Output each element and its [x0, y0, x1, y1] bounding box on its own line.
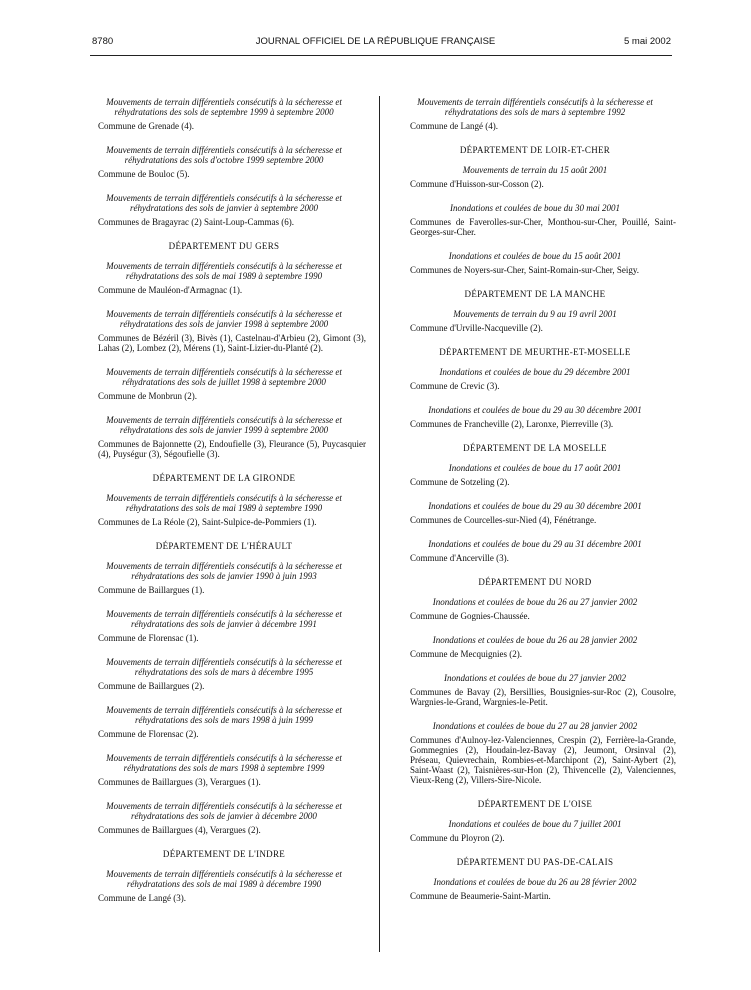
communes-list: Communes de Bavay (2), Bersillies, Bousignies-sur-Roc (2), Cousolre, Wargnies-le-Grand, Wargnies-le-Petit. [410, 687, 676, 707]
page-header [0, 36, 751, 50]
event-description: Mouvements de terrain différentiels consécutifs à la sécheresse et réhydratations des sols de janvier à décembre 1991 [106, 609, 342, 629]
decree-entry [394, 819, 676, 843]
event-description: Inondations et coulées de boue du 26 au 28 février 2002 [433, 877, 637, 887]
decree-entry [394, 251, 676, 275]
decree-entry [82, 869, 366, 903]
journal-title: JOURNAL OFFICIEL DE LA RÉPUBLIQUE FRANÇAISE [255, 36, 496, 47]
communes-list: Commune d'Urville-Nacqueville (2). [410, 323, 543, 333]
event-description: Inondations et coulées de boue du 26 au 28 janvier 2002 [432, 635, 638, 645]
decree-entry [394, 309, 676, 333]
decree-entry [394, 367, 676, 391]
communes-list: Communes de Francheville (2), Laronxe, Pierreville (3). [410, 419, 614, 429]
event-description: Mouvements de terrain différentiels consécutifs à la sécheresse et réhydratations des sols de mars à septembre 1992 [417, 97, 653, 117]
communes-list: Commune de Baillargues (1). [98, 585, 205, 595]
communes-list: Commune de Grenade (4). [98, 121, 194, 131]
page-number: 8780 [92, 36, 114, 47]
communes-list: Communes de Courcelles-sur-Nied (4), Fénétrange. [410, 515, 597, 525]
decree-entry [82, 493, 366, 527]
event-description: Inondations et coulées de boue du 27 janvier 2002 [444, 673, 626, 683]
decree-entry [82, 415, 366, 459]
communes-list: Commune de Langé (4). [410, 121, 498, 131]
communes-list: Commune de Mauléon-d'Armagnac (1). [98, 285, 243, 295]
decree-entry [394, 539, 676, 563]
department-heading: DÉPARTEMENT DE L'OISE [477, 799, 593, 809]
event-description: Mouvements de terrain du 9 au 19 avril 2001 [453, 309, 617, 319]
event-description: Mouvements de terrain différentiels consécutifs à la sécheresse et réhydratations des sols de juillet 1998 à septembre 2000 [106, 367, 342, 387]
communes-list: Communes de Bézéril (3), Bivès (1), Castelnau-d'Arbieu (2), Gimont (3), Lahas (2), Lombez (2), Mérens (1), Saint-Lizier-du-Planté (2). [98, 333, 366, 353]
department-heading: DÉPARTEMENT DE LA MANCHE [464, 289, 606, 299]
decree-entry [394, 501, 676, 525]
decree-entry [394, 877, 676, 901]
event-description: Mouvements de terrain du 15 août 2001 [462, 165, 608, 175]
communes-list: Commune de Baillargues (2). [98, 681, 205, 691]
communes-list: Communes de Bajonnette (2), Endoufielle (3), Fleurance (5), Puycasquier (4), Puységur (3), Ségoufielle (3). [98, 439, 366, 459]
communes-list: Commune d'Ancerville (3). [410, 553, 509, 563]
decree-entry [82, 145, 366, 179]
publication-date: 5 mai 2002 [623, 36, 671, 47]
decree-entry [82, 309, 366, 353]
department-heading: DÉPARTEMENT DE LA MOSELLE [463, 443, 607, 453]
department-heading: DÉPARTEMENT DE L'HÉRAULT [155, 541, 293, 551]
event-description: Inondations et coulées de boue du 29 au 30 décembre 2001 [428, 501, 642, 511]
event-description: Mouvements de terrain différentiels consécutifs à la sécheresse et réhydratations des sols de janvier 1999 à septembre 2000 [106, 415, 342, 435]
communes-list: Commune de Bouloc (5). [98, 169, 190, 179]
decree-entry [82, 657, 366, 691]
department-heading: DÉPARTEMENT DE L'INDRE [162, 849, 286, 859]
department-heading: DÉPARTEMENT DE LOIR-ET-CHER [459, 145, 611, 155]
communes-list: Communes de Noyers-sur-Cher, Saint-Romain-sur-Cher, Seigy. [410, 265, 640, 275]
communes-list: Commune de Florensac (2). [98, 729, 199, 739]
department-heading: DÉPARTEMENT DU PAS-DE-CALAIS [456, 857, 614, 867]
column-divider [379, 96, 380, 952]
event-description: Mouvements de terrain différentiels consécutifs à la sécheresse et réhydratations des sols de mai 1989 à décembre 1990 [106, 869, 342, 889]
department-heading: DÉPARTEMENT DU GERS [168, 241, 280, 251]
decree-entry [82, 609, 366, 643]
communes-list: Commune de Mecquignies (2). [410, 649, 522, 659]
department-heading: DÉPARTEMENT DE LA GIRONDE [152, 473, 296, 483]
decree-entry [82, 753, 366, 787]
event-description: Inondations et coulées de boue du 26 au 27 janvier 2002 [432, 597, 638, 607]
decree-entry [394, 97, 676, 131]
communes-list: Commune d'Huisson-sur-Cosson (2). [410, 179, 544, 189]
communes-list: Communes de Faverolles-sur-Cher, Monthou-sur-Cher, Pouillé, Saint-Georges-sur-Cher. [410, 217, 676, 237]
event-description: Inondations et coulées de boue du 29 au 31 décembre 2001 [428, 539, 642, 549]
event-description: Inondations et coulées de boue du 7 juillet 2001 [448, 819, 622, 829]
communes-list: Commune de Monbrun (2). [98, 391, 197, 401]
communes-list: Commune de Crevic (3). [410, 381, 500, 391]
event-description: Inondations et coulées de boue du 29 au 30 décembre 2001 [428, 405, 642, 415]
communes-list: Commune de Langé (3). [98, 893, 186, 903]
communes-list: Communes d'Aulnoy-lez-Valenciennes, Crespin (2), Ferrière-la-Grande, Gommegnies (2), Houdain-lez-Bavay (2), Jeumont, Orsinval (2), Préseau, Quievrechain, Rombies-et-Marchipont (2), Saint-Aybert (2), Saint-Waast (2), Taisnières-sur-Hon (2), Thivencelle (2), Valenciennes, Vieux-Reng (2), Villers-Sire-Nicole. [410, 735, 676, 785]
event-description: Mouvements de terrain différentiels consécutifs à la sécheresse et réhydratations des sols de septembre 1999 à septembre 2000 [106, 97, 342, 117]
decree-entry [82, 193, 366, 227]
header-rule [90, 55, 672, 56]
event-description: Mouvements de terrain différentiels consécutifs à la sécheresse et réhydratations des sols de mars 1998 à septembre 1999 [106, 753, 342, 773]
decree-entry [82, 801, 366, 835]
decree-entry [82, 261, 366, 295]
communes-list: Communes de Bragayrac (2) Saint-Loup-Cammas (6). [98, 217, 294, 227]
event-description: Mouvements de terrain différentiels consécutifs à la sécheresse et réhydratations des sols de mai 1989 à septembre 1990 [106, 261, 342, 281]
event-description: Mouvements de terrain différentiels consécutifs à la sécheresse et réhydratations des sols de janvier 1990 à juin 1993 [106, 561, 342, 581]
event-description: Inondations et coulées de boue du 15 août 2001 [448, 251, 622, 261]
department-heading: DÉPARTEMENT DU NORD [478, 577, 592, 587]
communes-list: Commune de Florensac (1). [98, 633, 199, 643]
decree-entry [394, 405, 676, 429]
decree-entry [394, 635, 676, 659]
communes-list: Communes de Baillargues (3), Verargues (1). [98, 777, 261, 787]
event-description: Mouvements de terrain différentiels consécutifs à la sécheresse et réhydratations des sols de mars à décembre 1995 [106, 657, 342, 677]
decree-entry [82, 705, 366, 739]
communes-list: Communes de La Réole (2), Saint-Sulpice-de-Pommiers (1). [98, 517, 317, 527]
right-column [394, 97, 676, 915]
event-description: Inondations et coulées de boue du 30 mai 2001 [450, 203, 620, 213]
decree-entry [394, 203, 676, 237]
communes-list: Commune de Gognies-Chaussée. [410, 611, 530, 621]
decree-entry [394, 165, 676, 189]
decree-entry [82, 367, 366, 401]
communes-list: Commune de Sotzeling (2). [410, 477, 510, 487]
event-description: Inondations et coulées de boue du 29 décembre 2001 [439, 367, 631, 377]
event-description: Inondations et coulées de boue du 27 au 28 janvier 2002 [432, 721, 638, 731]
decree-entry [394, 463, 676, 487]
decree-entry [394, 721, 676, 785]
event-description: Mouvements de terrain différentiels consécutifs à la sécheresse et réhydratations des sols de janvier à septembre 2000 [106, 193, 342, 213]
left-column [82, 97, 366, 917]
event-description: Mouvements de terrain différentiels consécutifs à la sécheresse et réhydratations des sols d'octobre 1999 septembre 2000 [106, 145, 342, 165]
decree-entry [394, 673, 676, 707]
department-heading: DÉPARTEMENT DE MEURTHE-ET-MOSELLE [439, 347, 631, 357]
event-description: Inondations et coulées de boue du 17 août 2001 [448, 463, 622, 473]
event-description: Mouvements de terrain différentiels consécutifs à la sécheresse et réhydratations des sols de mai 1989 à septembre 1990 [106, 493, 342, 513]
communes-list: Commune de Beaumerie-Saint-Martin. [410, 891, 551, 901]
communes-list: Communes de Baillargues (4), Verargues (2). [98, 825, 261, 835]
decree-entry [82, 561, 366, 595]
communes-list: Commune du Ployron (2). [410, 833, 505, 843]
event-description: Mouvements de terrain différentiels consécutifs à la sécheresse et réhydratations des sols de janvier 1998 à septembre 2000 [106, 309, 342, 329]
event-description: Mouvements de terrain différentiels consécutifs à la sécheresse et réhydratations des sols de janvier à décembre 2000 [106, 801, 342, 821]
decree-entry [82, 97, 366, 131]
decree-entry [394, 597, 676, 621]
event-description: Mouvements de terrain différentiels consécutifs à la sécheresse et réhydratations des sols de mars 1998 à juin 1999 [106, 705, 342, 725]
